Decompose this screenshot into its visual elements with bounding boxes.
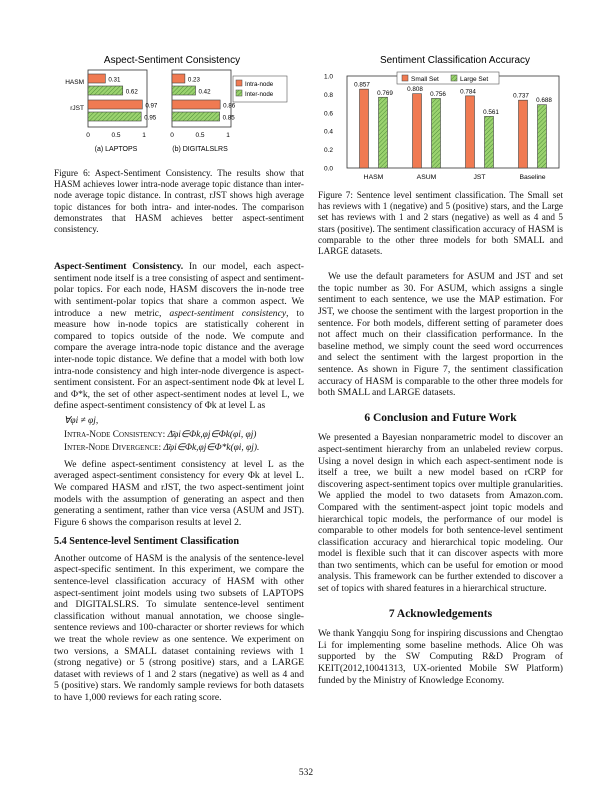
paragraph-text: Another outcome of HASM is the analysis of the sentence-level aspect-specific sentiment. In this experiment, we compare the sentence-level classification accuracy of HASM with other aspect-sentiment joint models using two subsets of LAPTOPS and DIGITALSLRS. To simulate sentence-level sentiment classification without manual annotation, we choose single-sentence reviews and 100-character or shorter reviews for which we treat the whole review as one sentence. We experiment on two versions, a SMALL dataset containing reviews with 1 (strong negative) or 5 (strong positive) stars, and a LARGE dataset with reviews of 1 and 2 stars (negative) as well as 4 and 5 (positive) stars. We randomly sample reviews for both datasets to have 1,000 reviews for each rating score. xyxy=(54,552,304,703)
tick-label: 0.0 xyxy=(323,165,333,173)
tick-label: 0.6 xyxy=(323,110,333,118)
equation-intra: Δ̄φi∈Φk,φj∈Φk(φi, φj) xyxy=(167,429,257,440)
section-heading-7: 7 Acknowledgements xyxy=(388,607,493,620)
paragraph-text: We use the default parameters for ASUM and JST and set the topic number as 30. For ASUM, which assigns a single sentiment to each sentence, we use the MAP estimation. For JST, we choose the sentiment with the largest proportion in the sentence. For both models, different setting of parameter does not affect much on their classification performance. In the baseline method, we simply count the seed word occurrences and select the sentiment with the largest proportion in the sentence. As shown in Figure 7, the sentiment classification accuracy of HASM is comparable to the other three models for both SMALL and LARGE datasets. xyxy=(318,271,563,399)
fig6-title: Aspect-Sentiment Consistency xyxy=(103,55,241,66)
figure-7-caption: Figure 7: Sentence level sentiment classification. The Small set has reviews with 1 (negative) and 5 (positive) stars, and the Large set has reviews with 1 and 2 stars (negative) as well as 4 and 5 stars (positive). The sentiment classification accuracy of HASM is comparable to the other three models for both SMALL and LARGE datasets. xyxy=(318,190,563,257)
tick-label: 1 xyxy=(142,132,146,139)
equation-quantifier: ∀φi ≠ φj, xyxy=(64,415,99,426)
category-label: rJST xyxy=(70,105,84,112)
equation-inter: Δ̄φi∈Φk,φj∈Φ*k(φi, φj). xyxy=(163,443,260,454)
data-label: 0.62 xyxy=(125,88,138,96)
category-label: HASM xyxy=(65,79,84,86)
data-label: 0.85 xyxy=(222,114,235,122)
tick-label: 0.4 xyxy=(323,128,333,136)
category-label: HASM xyxy=(363,174,384,181)
data-label: 0.42 xyxy=(198,88,211,96)
paragraph-text: , to measure how in-node topics are statistically coherent in compared to topics outside of the node. We compute and compare the average intra-node topic distance and the average inter-node topic distance. We define that a model with both low intra-node consistency and high inter-node divergence is aspect-sentiment consistent. For an aspect-sentiment node Φk at level L and Φ*k, the set of other aspect-sentiment nodes at level L, we define aspect-sentiment consistency of Φk at level L as xyxy=(54,307,305,412)
equation-label: Intra-Node Consistency: xyxy=(64,429,166,440)
legend-label: Intra-node xyxy=(245,81,274,88)
legend-label: Small Set xyxy=(411,76,439,83)
section-heading-5-4: 5.4 Sentence-level Sentiment Classification xyxy=(54,536,240,548)
data-label: 0.857 xyxy=(354,81,370,89)
tick-label: 0 xyxy=(86,132,90,139)
fig7-title: Sentiment Classification Accuracy xyxy=(379,55,531,66)
emphasis-text: aspect-sentiment consistency xyxy=(169,307,287,319)
section-heading-6: 6 Conclusion and Future Work xyxy=(364,411,517,424)
data-label: 0.769 xyxy=(377,89,393,97)
panel-sublabel: (b) DIGITALSLRS xyxy=(172,146,228,153)
data-label: 0.97 xyxy=(145,102,158,110)
tick-label: 0.5 xyxy=(111,132,121,139)
category-label: Baseline xyxy=(519,174,546,181)
data-label: 0.31 xyxy=(108,76,121,84)
legend-label: Inter-node xyxy=(245,91,274,98)
tick-label: 1 xyxy=(226,132,230,139)
equation-label: Inter-Node Divergence: xyxy=(64,443,162,454)
tick-label: 1.0 xyxy=(323,73,333,81)
tick-label: 0.8 xyxy=(323,91,333,99)
para-heading: Aspect-Sentiment Consistency. xyxy=(54,261,184,273)
panel-sublabel: (a) LAPTOPS xyxy=(94,146,138,153)
data-label: 0.808 xyxy=(407,86,423,94)
page-number: 532 xyxy=(298,768,314,778)
data-label: 0.688 xyxy=(536,97,552,105)
paragraph-text: We thank Yangqiu Song for inspiring discussions and Chengtao Li for implementing some baseline methods. Alice Oh was supported by the SW Computing R&D Program of KEIT(2012,10041313, UX-oriented Mobile SW Platform) funded by the Ministry of Knowledge Economy. xyxy=(318,628,563,686)
data-label: 0.784 xyxy=(460,88,476,96)
paragraph-text: We define aspect-sentiment consistency at level L as the averaged aspect-sentiment consistency for every Φk at level L. We compared HASM and rJST, the two aspect-sentiment joint models with the assumption of generating an aspect and then generating a sentiment, rather than vice versa (ASUM and JST). Figure 6 shows the comparison results at level 2. xyxy=(54,458,304,528)
tick-label: 0.5 xyxy=(195,132,205,139)
data-label: 0.561 xyxy=(483,108,499,116)
right-column xyxy=(318,52,563,686)
data-label: 0.86 xyxy=(223,102,236,110)
data-label: 0.737 xyxy=(513,92,529,100)
category-label: JST xyxy=(473,174,486,181)
tick-label: 0.2 xyxy=(323,147,333,155)
category-label: ASUM xyxy=(416,174,437,181)
paragraph-text: We presented a Bayesian nonparametric model to discover an aspect-sentiment hierarchy from an unlabeled review corpus. Using a novel design in which each aspect-sentiment node is itself a tree, we built a new model based on rCRP for discovering aspect-sentiment topics over multiple granularities. We applied the model to two datasets from Amazon.com. Compared with the sentiment-aspect joint topic models and hierarchical topic models, the performance of our model is comparable to other models for both sentence-level sentiment classification accuracy and hierarchical topic modeling. Our model is flexible such that it can discover aspects with more than two sentiments, which can be useful for emotion or mood analysis. This framework can be further extended to discover a set of topics with shared features in a hierarchical structure. xyxy=(318,432,563,595)
figure-6-caption: Figure 6: Aspect-Sentiment Consistency. The results show that HASM achieves lower intra-node average topic distance than inter-node average topic distance. In contrast, rJST shows high average topic distances for both intra- and inter-nodes. The comparison demonstrates that HASM achieves better aspect-sentiment consistency. xyxy=(54,168,304,235)
legend-label: Large Set xyxy=(460,76,489,83)
data-label: 0.95 xyxy=(144,114,157,122)
paragraph-text: In our model, each aspect-sentiment node itself is a tree consisting of aspect and sentiment-polar topics. For each node, HASM discovers the in-node tree with sentiment-polar topics that share a common aspect. We introduce a new metric, xyxy=(54,261,304,319)
data-label: 0.756 xyxy=(430,90,446,98)
data-label: 0.23 xyxy=(187,76,200,84)
left-column xyxy=(54,52,304,704)
tick-label: 0 xyxy=(170,132,174,139)
